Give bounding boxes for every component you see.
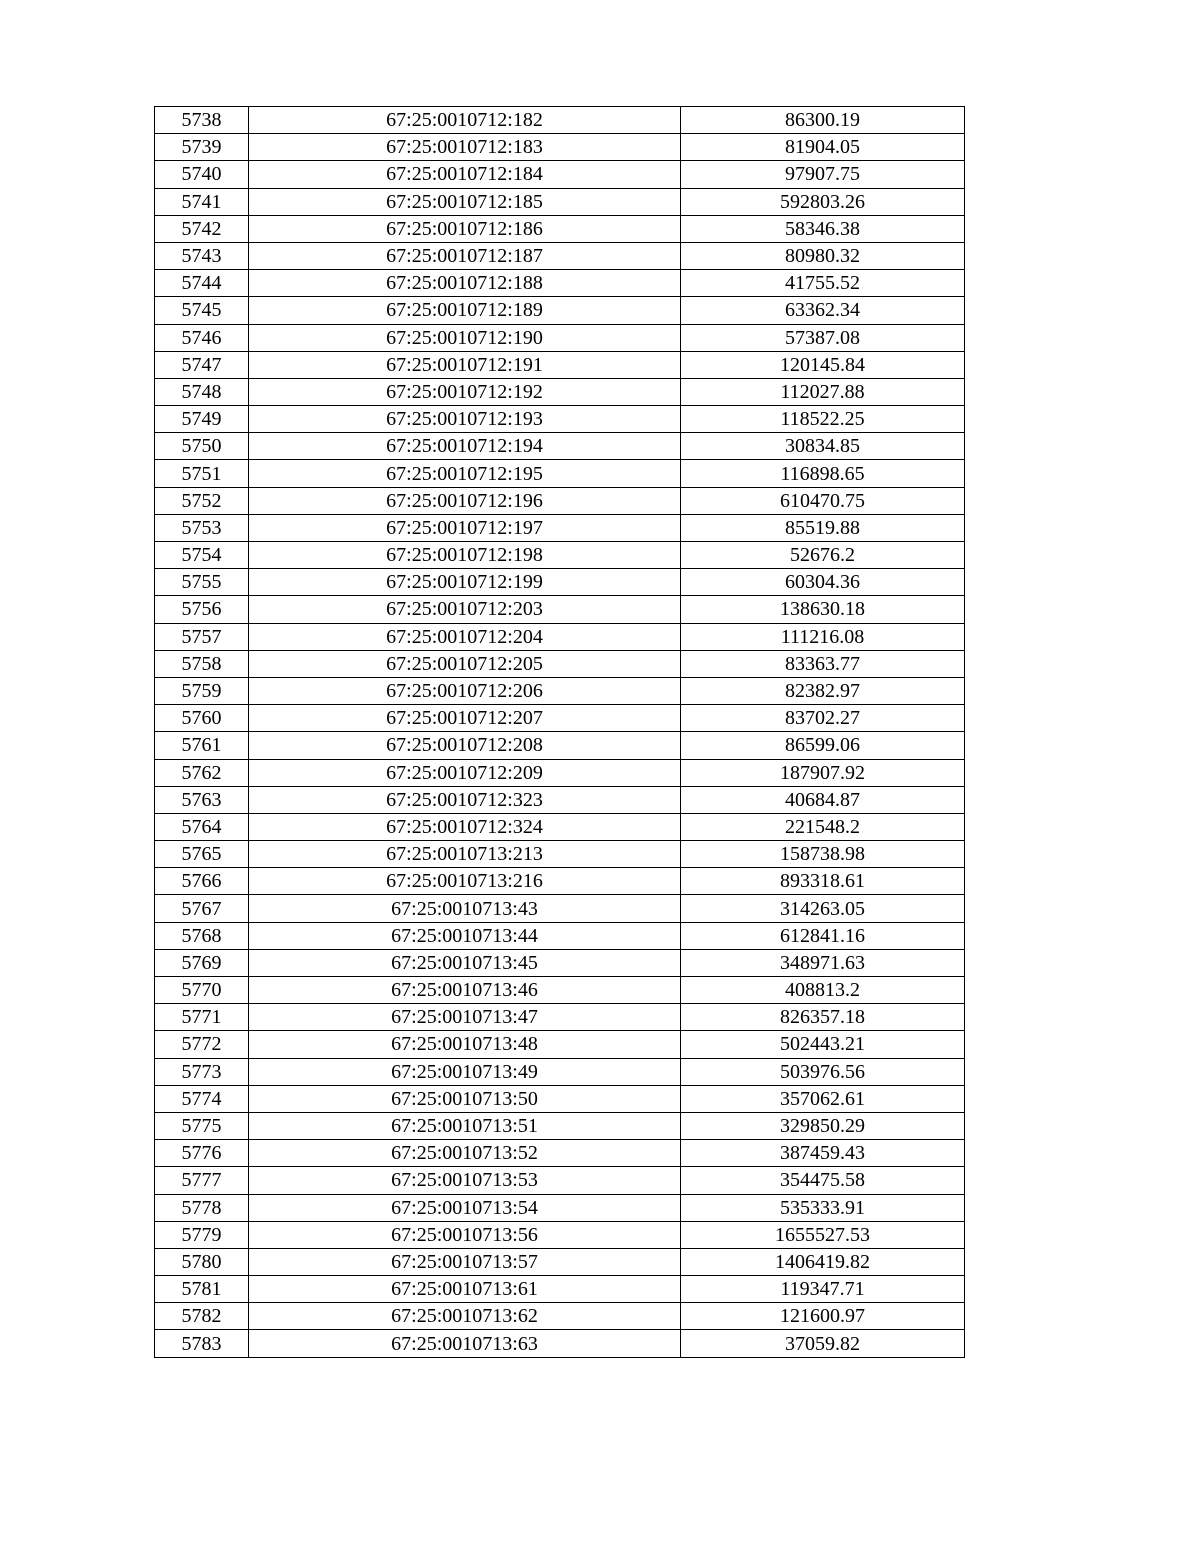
table-row — [155, 1112, 965, 1139]
value-cell: 158738.98 — [681, 841, 965, 868]
row-number-cell: 5757 — [155, 623, 249, 650]
value-cell: 82382.97 — [681, 677, 965, 704]
value-cell: 58346.38 — [681, 215, 965, 242]
table-row — [155, 514, 965, 541]
row-number-cell: 5750 — [155, 433, 249, 460]
cadastral-number-cell: 67:25:0010713:61 — [249, 1276, 681, 1303]
table-row — [155, 813, 965, 840]
row-number-cell: 5777 — [155, 1167, 249, 1194]
table-row — [155, 1330, 965, 1357]
row-number-cell: 5774 — [155, 1085, 249, 1112]
value-cell: 329850.29 — [681, 1112, 965, 1139]
table-row — [155, 161, 965, 188]
table-row — [155, 759, 965, 786]
value-cell: 111216.08 — [681, 623, 965, 650]
value-cell: 118522.25 — [681, 406, 965, 433]
row-number-cell: 5740 — [155, 161, 249, 188]
row-number-cell: 5776 — [155, 1140, 249, 1167]
value-cell: 187907.92 — [681, 759, 965, 786]
table-row — [155, 895, 965, 922]
row-number-cell: 5760 — [155, 705, 249, 732]
value-cell: 86300.19 — [681, 107, 965, 134]
value-cell: 40684.87 — [681, 786, 965, 813]
cadastral-number-cell: 67:25:0010712:182 — [249, 107, 681, 134]
row-number-cell: 5747 — [155, 351, 249, 378]
row-number-cell: 5756 — [155, 596, 249, 623]
cadastral-number-cell: 67:25:0010712:183 — [249, 134, 681, 161]
row-number-cell: 5765 — [155, 841, 249, 868]
value-cell: 116898.65 — [681, 460, 965, 487]
value-cell: 81904.05 — [681, 134, 965, 161]
cadastral-number-cell: 67:25:0010712:193 — [249, 406, 681, 433]
row-number-cell: 5753 — [155, 514, 249, 541]
row-number-cell: 5780 — [155, 1248, 249, 1275]
row-number-cell: 5770 — [155, 977, 249, 1004]
cadastral-number-cell: 67:25:0010713:43 — [249, 895, 681, 922]
table-row — [155, 705, 965, 732]
row-number-cell: 5783 — [155, 1330, 249, 1357]
table-row — [155, 1276, 965, 1303]
table-row — [155, 487, 965, 514]
cadastral-number-cell: 67:25:0010712:207 — [249, 705, 681, 732]
table-body — [155, 107, 965, 1358]
cadastral-number-cell: 67:25:0010712:192 — [249, 378, 681, 405]
table-row — [155, 596, 965, 623]
row-number-cell: 5772 — [155, 1031, 249, 1058]
table-row — [155, 1194, 965, 1221]
value-cell: 592803.26 — [681, 188, 965, 215]
value-cell: 37059.82 — [681, 1330, 965, 1357]
cadastral-number-cell: 67:25:0010712:189 — [249, 297, 681, 324]
table-row — [155, 868, 965, 895]
row-number-cell: 5741 — [155, 188, 249, 215]
table-row — [155, 1248, 965, 1275]
row-number-cell: 5762 — [155, 759, 249, 786]
table-row — [155, 677, 965, 704]
value-cell: 502443.21 — [681, 1031, 965, 1058]
table-row — [155, 786, 965, 813]
value-cell: 408813.2 — [681, 977, 965, 1004]
row-number-cell: 5751 — [155, 460, 249, 487]
cadastral-number-cell: 67:25:0010712:187 — [249, 242, 681, 269]
table-row — [155, 1221, 965, 1248]
table-row — [155, 297, 965, 324]
value-cell: 354475.58 — [681, 1167, 965, 1194]
table-row — [155, 569, 965, 596]
value-cell: 120145.84 — [681, 351, 965, 378]
row-number-cell: 5782 — [155, 1303, 249, 1330]
table-row — [155, 351, 965, 378]
table-row — [155, 378, 965, 405]
cadastral-number-cell: 67:25:0010713:46 — [249, 977, 681, 1004]
cadastral-number-cell: 67:25:0010712:203 — [249, 596, 681, 623]
value-cell: 60304.36 — [681, 569, 965, 596]
row-number-cell: 5742 — [155, 215, 249, 242]
cadastral-number-cell: 67:25:0010713:63 — [249, 1330, 681, 1357]
value-cell: 348971.63 — [681, 949, 965, 976]
row-number-cell: 5758 — [155, 650, 249, 677]
cadastral-number-cell: 67:25:0010713:49 — [249, 1058, 681, 1085]
cadastral-number-cell: 67:25:0010712:197 — [249, 514, 681, 541]
row-number-cell: 5755 — [155, 569, 249, 596]
value-cell: 112027.88 — [681, 378, 965, 405]
value-cell: 83702.27 — [681, 705, 965, 732]
row-number-cell: 5775 — [155, 1112, 249, 1139]
row-number-cell: 5754 — [155, 542, 249, 569]
table-row — [155, 977, 965, 1004]
cadastral-number-cell: 67:25:0010712:188 — [249, 270, 681, 297]
row-number-cell: 5759 — [155, 677, 249, 704]
row-number-cell: 5761 — [155, 732, 249, 759]
cadastral-number-cell: 67:25:0010713:52 — [249, 1140, 681, 1167]
value-cell: 57387.08 — [681, 324, 965, 351]
cadastral-number-cell: 67:25:0010712:205 — [249, 650, 681, 677]
row-number-cell: 5738 — [155, 107, 249, 134]
row-number-cell: 5768 — [155, 922, 249, 949]
value-cell: 119347.71 — [681, 1276, 965, 1303]
value-cell: 357062.61 — [681, 1085, 965, 1112]
value-cell: 826357.18 — [681, 1004, 965, 1031]
row-number-cell: 5744 — [155, 270, 249, 297]
value-cell: 1406419.82 — [681, 1248, 965, 1275]
table-row — [155, 460, 965, 487]
table-row — [155, 1058, 965, 1085]
table-row — [155, 242, 965, 269]
cadastral-number-cell: 67:25:0010713:53 — [249, 1167, 681, 1194]
value-cell: 121600.97 — [681, 1303, 965, 1330]
table-row — [155, 542, 965, 569]
cadastral-number-cell: 67:25:0010713:57 — [249, 1248, 681, 1275]
value-cell: 387459.43 — [681, 1140, 965, 1167]
value-cell: 97907.75 — [681, 161, 965, 188]
row-number-cell: 5764 — [155, 813, 249, 840]
row-number-cell: 5745 — [155, 297, 249, 324]
table-row — [155, 949, 965, 976]
value-cell: 41755.52 — [681, 270, 965, 297]
cadastral-number-cell: 67:25:0010712:209 — [249, 759, 681, 786]
value-cell: 893318.61 — [681, 868, 965, 895]
value-cell: 63362.34 — [681, 297, 965, 324]
row-number-cell: 5743 — [155, 242, 249, 269]
row-number-cell: 5781 — [155, 1276, 249, 1303]
value-cell: 80980.32 — [681, 242, 965, 269]
cadastral-number-cell: 67:25:0010712:323 — [249, 786, 681, 813]
row-number-cell: 5746 — [155, 324, 249, 351]
cadastral-number-cell: 67:25:0010712:185 — [249, 188, 681, 215]
table-row — [155, 1140, 965, 1167]
cadastral-number-cell: 67:25:0010712:194 — [249, 433, 681, 460]
cadastral-number-cell: 67:25:0010713:54 — [249, 1194, 681, 1221]
cadastral-number-cell: 67:25:0010712:208 — [249, 732, 681, 759]
row-number-cell: 5773 — [155, 1058, 249, 1085]
value-cell: 314263.05 — [681, 895, 965, 922]
cadastral-number-cell: 67:25:0010712:204 — [249, 623, 681, 650]
value-cell: 612841.16 — [681, 922, 965, 949]
cadastral-number-cell: 67:25:0010712:196 — [249, 487, 681, 514]
cadastral-number-cell: 67:25:0010713:47 — [249, 1004, 681, 1031]
cadastral-number-cell: 67:25:0010713:51 — [249, 1112, 681, 1139]
table-row — [155, 107, 965, 134]
cadastral-number-cell: 67:25:0010713:45 — [249, 949, 681, 976]
value-cell: 503976.56 — [681, 1058, 965, 1085]
table-row — [155, 215, 965, 242]
table-row — [155, 270, 965, 297]
row-number-cell: 5748 — [155, 378, 249, 405]
value-cell: 138630.18 — [681, 596, 965, 623]
table-row — [155, 433, 965, 460]
table-row — [155, 1031, 965, 1058]
row-number-cell: 5749 — [155, 406, 249, 433]
table-row — [155, 188, 965, 215]
value-cell: 221548.2 — [681, 813, 965, 840]
value-cell: 610470.75 — [681, 487, 965, 514]
value-cell: 1655527.53 — [681, 1221, 965, 1248]
cadastral-number-cell: 67:25:0010713:50 — [249, 1085, 681, 1112]
table-row — [155, 324, 965, 351]
value-cell: 83363.77 — [681, 650, 965, 677]
table-row — [155, 732, 965, 759]
table-row — [155, 134, 965, 161]
table-row — [155, 1167, 965, 1194]
table-row — [155, 841, 965, 868]
table-row — [155, 650, 965, 677]
cadastral-number-cell: 67:25:0010713:48 — [249, 1031, 681, 1058]
cadastral-number-cell: 67:25:0010712:191 — [249, 351, 681, 378]
cadastral-number-cell: 67:25:0010713:216 — [249, 868, 681, 895]
cadastral-number-cell: 67:25:0010712:324 — [249, 813, 681, 840]
cadastral-number-cell: 67:25:0010712:186 — [249, 215, 681, 242]
table-row — [155, 922, 965, 949]
row-number-cell: 5766 — [155, 868, 249, 895]
cadastral-number-cell: 67:25:0010712:198 — [249, 542, 681, 569]
value-cell: 86599.06 — [681, 732, 965, 759]
value-cell: 535333.91 — [681, 1194, 965, 1221]
cadastral-number-cell: 67:25:0010713:56 — [249, 1221, 681, 1248]
cadastral-number-cell: 67:25:0010712:195 — [249, 460, 681, 487]
row-number-cell: 5767 — [155, 895, 249, 922]
cadastral-number-cell: 67:25:0010712:199 — [249, 569, 681, 596]
cadastral-number-cell: 67:25:0010713:213 — [249, 841, 681, 868]
row-number-cell: 5769 — [155, 949, 249, 976]
row-number-cell: 5778 — [155, 1194, 249, 1221]
table-row — [155, 1004, 965, 1031]
row-number-cell: 5779 — [155, 1221, 249, 1248]
cadastral-number-cell: 67:25:0010713:44 — [249, 922, 681, 949]
table-row — [155, 623, 965, 650]
cadastral-number-cell: 67:25:0010712:190 — [249, 324, 681, 351]
value-cell: 30834.85 — [681, 433, 965, 460]
cadastral-number-cell: 67:25:0010713:62 — [249, 1303, 681, 1330]
row-number-cell: 5752 — [155, 487, 249, 514]
row-number-cell: 5763 — [155, 786, 249, 813]
value-cell: 85519.88 — [681, 514, 965, 541]
table-row — [155, 406, 965, 433]
value-cell: 52676.2 — [681, 542, 965, 569]
table-row — [155, 1303, 965, 1330]
row-number-cell: 5739 — [155, 134, 249, 161]
table-row — [155, 1085, 965, 1112]
cadastral-value-table — [154, 106, 965, 1358]
cadastral-number-cell: 67:25:0010712:206 — [249, 677, 681, 704]
cadastral-number-cell: 67:25:0010712:184 — [249, 161, 681, 188]
row-number-cell: 5771 — [155, 1004, 249, 1031]
